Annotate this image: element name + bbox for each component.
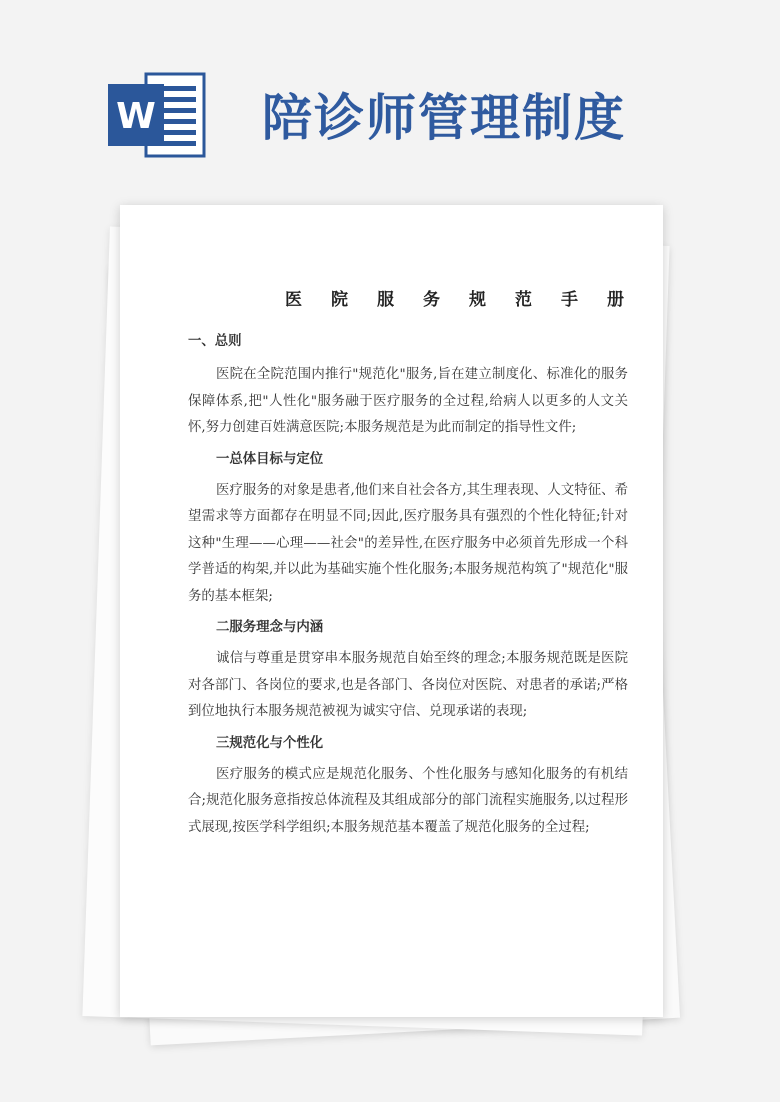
banner-title: 陪诊师管理制度 — [262, 89, 626, 147]
logo-letter: W — [116, 96, 156, 137]
document-title: 医院服务规范手册 — [285, 290, 653, 310]
banner — [0, 0, 780, 190]
paragraph: 诚信与尊重是贯穿串本服务规范自始至终的理念;本服务规范既是医院对各部门、各岗位的要求,也是各部门、各岗位对医院、对患者的承诺;严格到位地执行本服务规范被视为诚实守信、兑现承诺的表现; — [188, 651, 628, 719]
section-heading: 一、总则 — [188, 333, 242, 349]
section-heading: 一总体目标与定位 — [216, 450, 324, 467]
section-heading: 二服务理念与内涵 — [216, 619, 324, 635]
document-page — [120, 205, 663, 1017]
document-body — [188, 330, 628, 847]
paragraph: 医疗服务的模式应是规范化服务、个性化服务与感知化服务的有机结合;规范化服务意指按总体流程及其组成部分的部门流程实施服务,以过程形式展现,按医学科学组织;本服务规范基本覆盖了规范化服务的全过程; — [188, 766, 628, 835]
paragraph: 医院在全院范围内推行"规范化"服务,旨在建立制度化、标准化的服务保障体系,把"人性化"服务融于医疗服务的全过程,给病人以更多的人文关怀,努力创建百姓满意医院;本服务规范是为此而制定的指导性文件; — [188, 367, 628, 435]
word-document-icon — [108, 70, 208, 160]
section-heading: 三规范化与个性化 — [216, 734, 324, 751]
paragraph: 医疗服务的对象是患者,他们来自社会各方,其生理表现、人文特征、希望需求等方面都存在明显不同;因此,医疗服务具有强烈的个性化特征;针对这种"生理——心理——社会"的差异性,在医疗服务中必须首先形成一个科学普适的构架,并以此为基础实施个性化服务;本服务规范构筑了"规范化"服务的基本框架; — [188, 482, 628, 604]
